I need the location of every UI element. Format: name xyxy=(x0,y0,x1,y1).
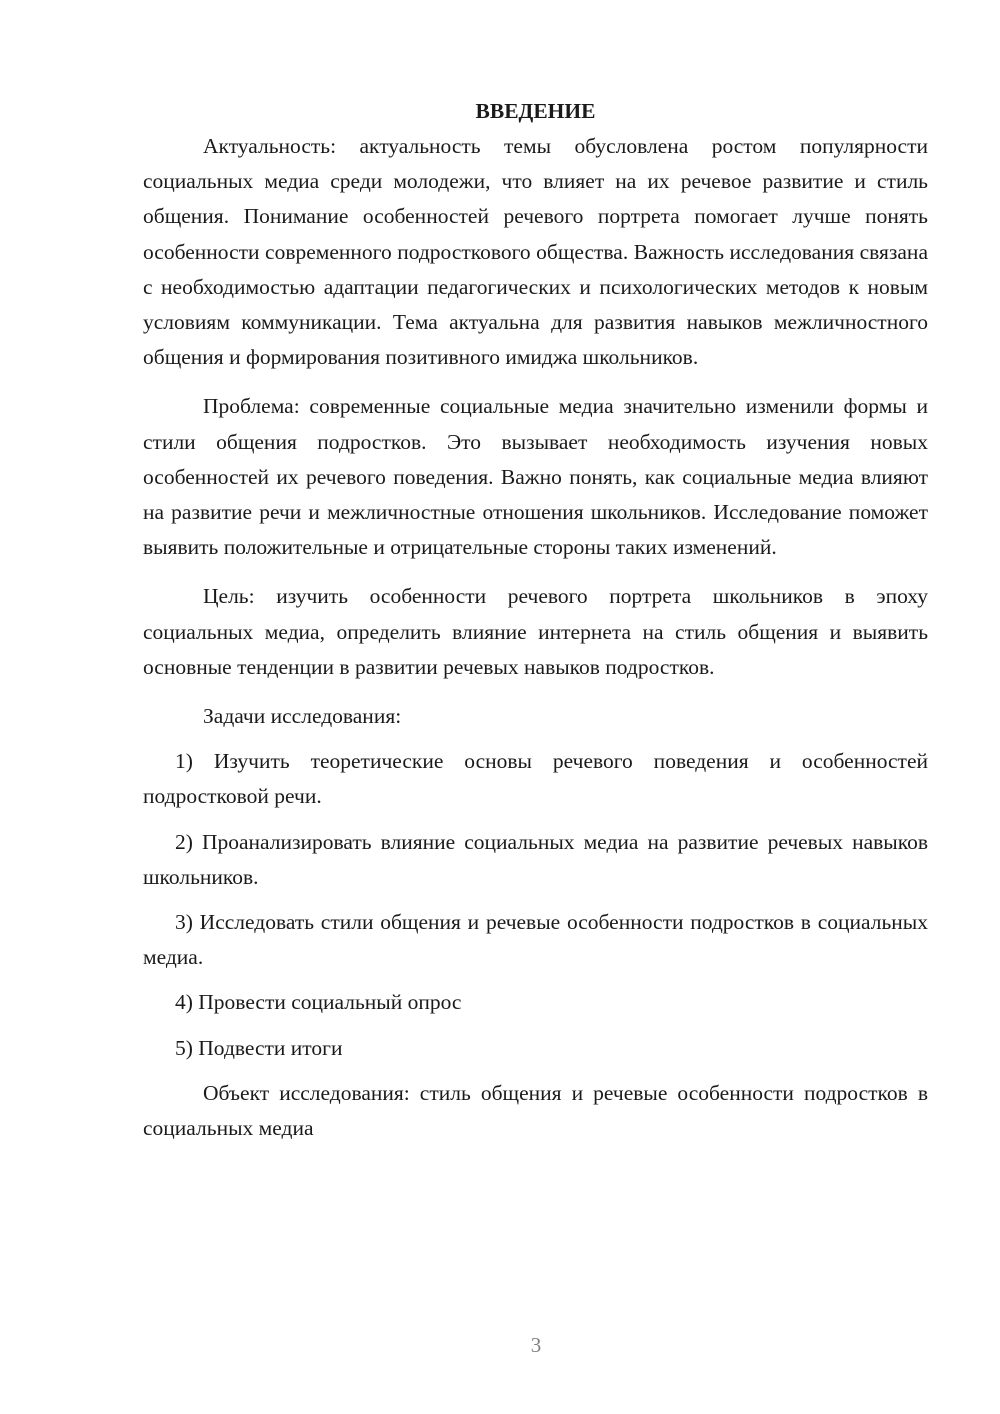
task-item: 4) Провести социальный опрос xyxy=(175,990,462,1015)
document-page xyxy=(143,94,928,1160)
task-item: 1) Изучить теоретические основы речевого поведения и особенностей подростковой речи. xyxy=(143,749,928,809)
object-paragraph: Объект исследования: стиль общения и речевые особенности подростков в социальных медиа xyxy=(143,1080,928,1141)
page-number: 3 xyxy=(530,1333,542,1357)
goal-paragraph: Цель: изучить особенности речевого портрета школьников в эпоху социальных медиа, определить влияние интернета на стиль общения и выявить основные тенденции в развитии речевых навыков подростков. xyxy=(143,584,928,679)
task-item: 5) Подвести итоги xyxy=(175,1035,343,1060)
page-title: ВВЕДЕНИЕ xyxy=(475,99,596,123)
problem-paragraph: Проблема: современные социальные медиа значительно изменили формы и стили общения подростков. Это вызывает необходимость изучения новых особенностей их речевого поведения. Важно понять, как социальные медиа влияют на развитие речи и межличностные отношения школьников. Исследование поможет выявить положительные и отрицательные стороны таких изменений. xyxy=(143,394,928,560)
relevance-paragraph: Актуальность: актуальность темы обусловлена ростом популярности социальных медиа среди молодежи, что влияет на их речевое развитие и стиль общения. Понимание особенностей речевого портрета помогает лучше понять особенности современного подросткового общества. Важность исследования связана с необходимостью адаптации педагогических и психологических методов к новым условиям коммуникации. Тема актуальна для развития навыков межличностного общения и формирования позитивного имиджа школьников. xyxy=(143,134,928,370)
task-item: 3) Исследовать стили общения и речевые особенности подростков в социальных медиа. xyxy=(143,910,928,970)
tasks-heading: Задачи исследования: xyxy=(203,704,402,729)
task-item: 2) Проанализировать влияние социальных медиа на развитие речевых навыков школьников. xyxy=(143,829,928,889)
